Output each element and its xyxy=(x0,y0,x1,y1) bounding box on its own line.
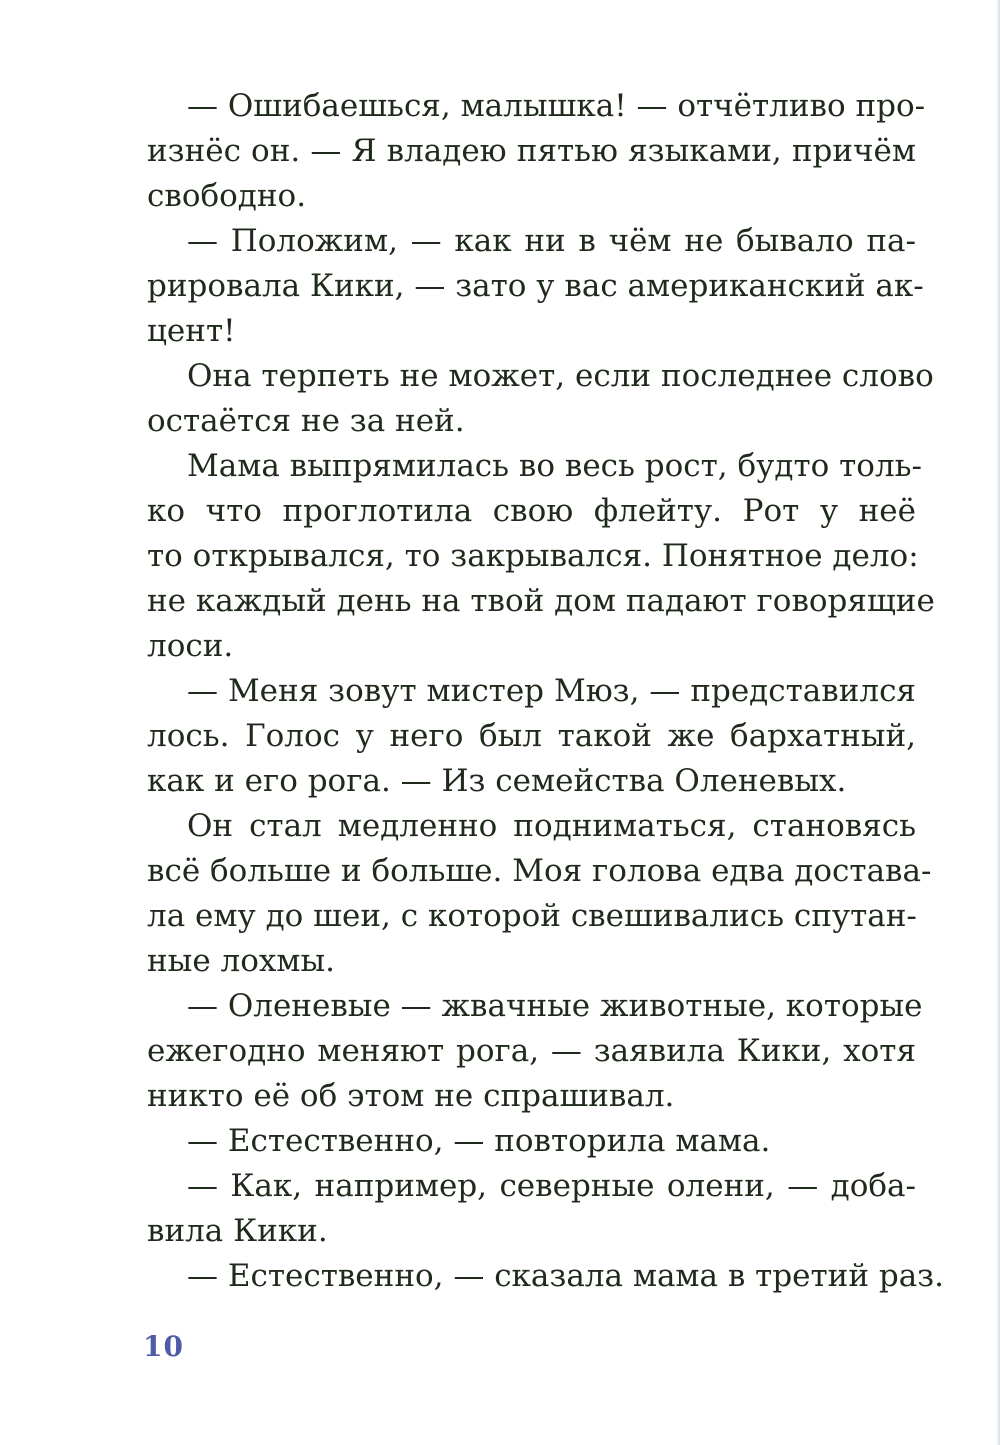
text-line: — Положим, — как ни в чём не бывало па- xyxy=(187,223,916,259)
text-line: свободно. xyxy=(147,178,307,214)
paragraph-8 xyxy=(147,1119,916,1164)
paragraph-2 xyxy=(147,219,924,354)
text-line: — Ошибаешься, малышка! — отчётливо про- xyxy=(187,88,926,124)
text-line: Он стал медленно подниматься, становясь xyxy=(187,808,916,844)
paragraph-5 xyxy=(147,669,916,804)
body-text xyxy=(147,84,944,1299)
text-line: — Оленевые — жвачные животные, которые xyxy=(187,988,923,1024)
paragraph-9 xyxy=(147,1164,916,1254)
text-line: всё больше и больше. Моя голова едва достава- xyxy=(147,853,932,889)
text-line: рировала Кики, — зато у вас американский ак- xyxy=(147,268,924,304)
text-line: никто её об этом не спрашивал. xyxy=(147,1078,675,1114)
text-line: лось. Голос у него был такой же бархатный, xyxy=(147,718,916,754)
text-line: цент! xyxy=(147,313,236,349)
text-line: не каждый день на твой дом падают говорящие xyxy=(147,583,935,619)
text-line: ные лохмы. xyxy=(147,943,336,979)
text-line: остаётся не за ней. xyxy=(147,403,465,439)
text-line: ежегодно меняют рога, — заявила Кики, хотя xyxy=(147,1033,916,1069)
page-number: 10 xyxy=(143,1330,184,1363)
text-line: Мама выпрямилась во весь рост, будто толь- xyxy=(187,448,923,484)
text-line: — Естественно, — повторила мама. xyxy=(187,1123,771,1159)
paragraph-7 xyxy=(147,984,923,1119)
page-edge-shadow xyxy=(996,0,1000,1445)
paragraph-3 xyxy=(147,354,934,444)
text-line: изнёс он. — Я владею пятью языками, причём xyxy=(147,133,916,169)
paragraph-4 xyxy=(147,444,935,669)
text-line: — Меня зовут мистер Мюз, — представился xyxy=(187,673,916,709)
text-line: Она терпеть не может, если последнее слово xyxy=(187,358,934,394)
text-line: — Как, например, северные олени, — доба- xyxy=(187,1168,916,1204)
paragraph-1 xyxy=(147,84,926,219)
text-line: лоси. xyxy=(147,628,234,664)
text-line: вила Кики. xyxy=(147,1213,328,1249)
text-line: — Естественно, — сказала мама в третий раз. xyxy=(187,1258,944,1294)
text-line: как и его рога. — Из семейства Оленевых. xyxy=(147,763,847,799)
paragraph-6 xyxy=(147,804,932,984)
text-line: ла ему до шеи, с которой свешивались спутан- xyxy=(147,898,917,934)
text-line: то открывался, то закрывался. Понятное дело: xyxy=(147,538,919,574)
paragraph-10 xyxy=(147,1254,944,1299)
text-line: ко что проглотила свою флейту. Рот у неё xyxy=(147,493,916,529)
